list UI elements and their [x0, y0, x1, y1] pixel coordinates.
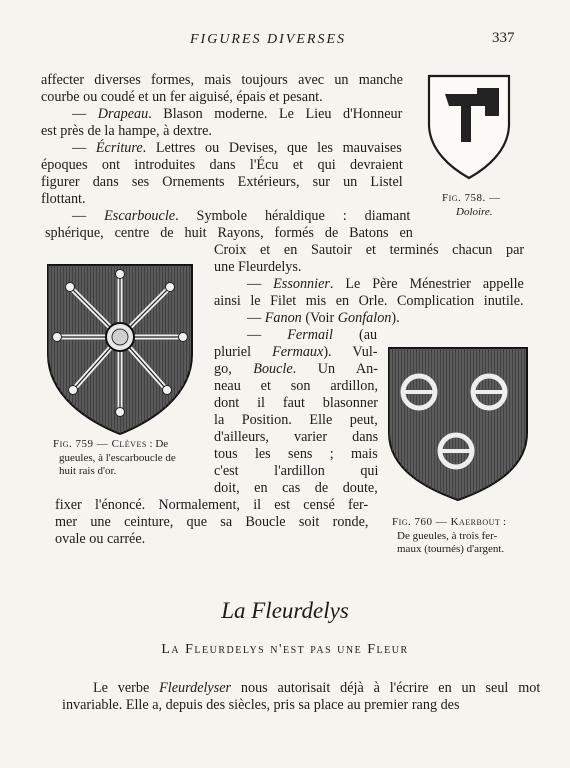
text-run: sphérique, centre de huit Rayons, formés de Batons en — [45, 225, 413, 241]
text-run: go, — [214, 361, 254, 377]
body-line-6 — [41, 157, 403, 174]
text-run: figurer dans ses Ornements Extérieurs, sur un Listel — [41, 174, 403, 190]
text-run: (au — [332, 327, 378, 343]
text-run: une Fleurdelys. — [214, 259, 302, 275]
body-line-19 — [214, 378, 378, 395]
text-run: — — [72, 106, 98, 122]
text-run: époques ont introduites dans l'Écu et qui devraient — [41, 157, 403, 173]
shield-fig-760 — [386, 345, 530, 503]
text-run: — — [72, 208, 105, 224]
page-number: 337 — [492, 30, 515, 46]
text-run: . Lettres ou Devises, que les mauvaises — [142, 140, 402, 156]
text-run: Fleurdelyser — [159, 680, 232, 696]
body-line-20 — [214, 395, 378, 412]
caption-fig-759: Fig. 759 — Clèves : De — [53, 438, 169, 450]
body-line-21 — [214, 412, 378, 429]
body-line-26 — [55, 497, 368, 514]
body-line-9 — [72, 208, 410, 225]
text-run: c'est l'ardillon qui — [214, 463, 379, 479]
text-run: doit, en cas de doute, — [214, 480, 378, 496]
text-run: ovale ou carrée. — [55, 531, 146, 547]
text-run: pluriel — [214, 344, 273, 360]
text-run: Fermaux — [272, 344, 324, 360]
body-line-14 — [214, 293, 524, 310]
text-run: d'ailleurs, varier dans — [214, 429, 379, 445]
caption-fig-759-line-2: gueules, à l'escarboucle de — [59, 452, 176, 464]
body-line-8 — [41, 191, 86, 208]
text-run: Fanon — [264, 310, 302, 326]
text-run: Croix et en Sautoir et terminés chacun par — [214, 242, 525, 258]
body-line-1 — [41, 72, 403, 89]
body-line-17 — [214, 344, 378, 361]
text-run: (Voir — [301, 310, 338, 326]
text-run: Escarboucle — [104, 208, 176, 224]
text-run: Drapeau — [97, 106, 149, 122]
text-run: — — [247, 310, 265, 326]
shield-fig-759 — [45, 262, 195, 437]
text-run: invariable. Elle a, depuis des siècles, pris sa place au premier rang des — [62, 697, 460, 713]
caption-fig-759-line-3: huit rais d'or. — [59, 465, 117, 477]
text-run: — — [247, 327, 288, 343]
text-run: dont il faut blasonner — [214, 395, 378, 411]
text-run: — — [247, 276, 274, 292]
body-line-22 — [214, 429, 378, 446]
text-run: Fermail — [287, 327, 333, 343]
body-line-28 — [55, 531, 145, 548]
section-subtitle: La Fleurdelys n'est pas une Fleur — [161, 642, 409, 657]
text-run: . Un An- — [292, 361, 378, 377]
text-run: ). — [391, 310, 400, 326]
text-run: . Le Père Ménestrier appelle — [329, 276, 524, 292]
body-line-2 — [41, 89, 323, 106]
caption-fig-758-name: Doloire. — [456, 206, 493, 218]
body-line-25 — [214, 480, 378, 497]
text-run: ). Vul- — [323, 344, 378, 360]
body-line-23 — [214, 446, 378, 463]
section-title: La Fleurdelys — [221, 598, 349, 623]
section-line-2 — [62, 697, 460, 714]
caption-fig-758: Fig. 758. — — [442, 192, 501, 204]
text-run: nous autorisait déjà à l'écrire en un seul mot — [231, 680, 541, 696]
text-run: ainsi le Filet mis en Orle. Complication inutile. — [214, 293, 524, 309]
body-line-12 — [214, 259, 301, 276]
text-run: Boucle — [253, 361, 293, 377]
text-run: est près de la hampe, à dextre. — [41, 123, 212, 139]
body-line-27 — [55, 514, 368, 531]
text-run: . Symbole héraldique : diamant — [175, 208, 411, 224]
text-run: courbe ou coudé et un fer aiguisé, épais et pesant. — [41, 89, 323, 105]
text-run: flottant. — [41, 191, 86, 207]
text-run: Essonnier — [273, 276, 330, 292]
caption-fig-760: Fig. 760 — Kaerbout : — [392, 516, 507, 528]
text-run: Le verbe — [93, 680, 160, 696]
body-line-13 — [247, 276, 524, 293]
body-line-24 — [214, 463, 378, 480]
text-run: neau et son ardillon, — [214, 378, 379, 394]
caption-fig-760-line-3: maux (tournés) d'argent. — [397, 543, 505, 555]
text-run: mer une ceinture, que sa Boucle soit ronde, — [55, 514, 369, 530]
text-run: affecter diverses formes, mais toujours avec un manche — [41, 72, 403, 88]
body-line-4 — [41, 123, 212, 140]
caption-fig-760-line-2: De gueules, à trois fer- — [397, 530, 498, 542]
section-line-1 — [93, 680, 540, 697]
body-line-11 — [214, 242, 524, 259]
text-run: Gonfalon — [337, 310, 392, 326]
shield-fig-758 — [425, 72, 513, 182]
body-line-7 — [41, 174, 403, 191]
body-line-16 — [247, 327, 377, 344]
text-run: tous les sens ; mais — [214, 446, 378, 462]
text-run: . Blason moderne. Le Lieu d'Honneur — [148, 106, 403, 122]
body-line-10 — [45, 225, 413, 242]
text-run: la Position. Elle peut, — [214, 412, 378, 428]
text-run: Écriture — [95, 140, 143, 156]
body-line-15 — [247, 310, 400, 327]
body-line-18 — [214, 361, 378, 378]
text-run: — — [72, 140, 96, 156]
text-run: fixer l'énoncé. Normalement, il est censé fer- — [55, 497, 369, 513]
body-line-3 — [72, 106, 402, 123]
running-head: FIGURES DIVERSES — [190, 32, 347, 47]
body-line-5 — [72, 140, 402, 157]
